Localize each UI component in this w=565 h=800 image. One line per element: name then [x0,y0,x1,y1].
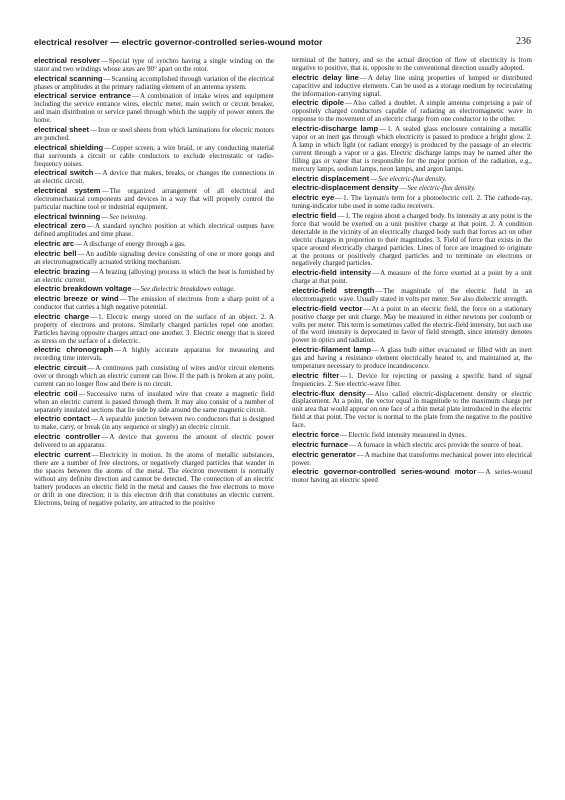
glossary-entry [34,92,274,125]
glossary-entry [292,269,532,286]
em-dash: — [340,371,348,380]
glossary-entry [292,305,532,346]
entry-definition: A discharge of energy through a gas. [83,240,186,249]
entry-definition: The organized arrangement of all electrical and electromechanical components and devices in a way that will properly control the particular machine tool or industrial equipment. [34,187,274,211]
entry-term: electrical resolver [34,57,100,65]
glossary-entry [292,125,532,174]
entry-definition: 1. Device for rejecting or passing a specific band of signal frequencies. 2. See electric-wave filter. [292,371,532,388]
entry-term: electrical shielding [34,142,104,152]
glossary-entry [292,346,532,371]
entry-definition: 1. The region about a charged body. Its intensity at any point is the force that would be exerted on a unit positive charge at that point. 2. A condition detectable in the vicinity of an electrically charged body such that forces act on other electric charges in proportion to their magnitudes. 3. Field of force that exists in the space around electrically charged particles. Lines of force are imagined to originate at the protons or positively charged particles and to terminate on electrons or negatively charged particles. [292,211,532,268]
entry-term: electric current [34,449,91,459]
entry-term: electric coil [34,388,78,398]
em-dash: — [132,92,140,101]
entry-definition: Copper screen, a wire braid, or any conducting material that surrounds a circuit or cable conductors to exclude electrostatic or radio-frequency noises. [34,143,274,168]
glossary-entry [292,287,532,304]
glossary-entry [34,364,274,389]
entry-term: electric furnace [292,439,349,449]
entry-term: electric-field vector [292,303,363,313]
em-dash: — [375,286,383,295]
entry-term: electrical scanning [34,73,103,83]
entry-definition: A separable junction between two conductors that is designed to make, carry, or break (in any sequence or singly) an electric circuit. [34,415,274,432]
em-dash: — [114,346,122,355]
em-dash: — [335,194,343,203]
em-dash: — [91,415,99,424]
entry-cross-reference: See electric-flux density. [378,174,447,183]
em-dash: — [77,249,85,258]
glossary-entry [34,433,274,450]
entry-term: electric chronograph [34,345,114,355]
glossary-entry [34,144,274,169]
header-title: electrical resolver — electric governor-controlled series-wound motor [34,37,323,47]
entry-term: electric breakdown voltage [34,284,132,294]
entry-term: electric-filament lamp [292,345,372,355]
entry-term: electrical switch [34,168,94,178]
em-dash: — [359,73,367,82]
entry-term: electric delay line [292,72,359,82]
glossary-entry [34,126,274,143]
entry-definition: 1. The layman's term for a photoelectric cell. 2. The cathode-ray, tuning-indicator tube used in some radio receivers. [292,194,532,210]
glossary-entry [34,57,274,74]
glossary-entry [292,390,532,431]
em-dash: — [100,57,108,65]
entry-definition: A delay line using properties of lumped or distributed capacitive and inductive elements. Can be used as a storage medium by recirculating the information-carrying signal. [292,73,532,98]
entry-term: electric breeze or wind [34,294,119,304]
entry-definition: A device that governs the amount of electric power delivered to an apparatus. [34,433,274,450]
glossary-entry [34,240,274,249]
entry-definition: Also called a doublet. A simple antenna comprising a pair of oppositely charged conductors capable of radiating an electromagnetic wave in response to the movement of an electric charge from one conductor to the other. [292,99,532,124]
entry-term: electric generator [292,449,356,459]
em-dash: — [399,184,407,193]
em-dash: — [370,174,378,183]
em-dash: — [372,346,380,355]
entry-term: electrical twinning [34,211,101,221]
entry-term: electric filter [292,370,340,380]
em-dash: — [86,222,94,231]
glossary-entry [34,250,274,267]
glossary-entry [34,346,274,363]
em-dash: — [340,431,348,440]
entry-term: electric charge [34,311,90,321]
glossary-entry [292,451,532,468]
entry-term: electric brazing [34,266,90,276]
entry-term: electric eye [292,193,335,203]
em-dash: — [345,99,353,108]
em-dash: — [87,364,95,373]
entry-cross-reference: See electric-flux density. [407,184,476,193]
entry-definition: A continuous path consisting of wires and/or circuit elements over or through which an electric current can flow. If the path is broken at any point, current can no longer flow and there is no circuit. [34,364,274,389]
entry-term: electric dipole [292,98,345,108]
glossary-entry [34,313,274,346]
glossary-entry [292,194,532,211]
entry-term: electrical zero [34,221,86,231]
entry-definition: The magnitude of the electric field in an electromagnetic wave. Usually stated in volts per meter. See also dielectric strength. [292,286,532,303]
em-dash: — [90,126,98,135]
em-dash: — [101,187,109,196]
glossary-entry [34,213,274,222]
em-dash: — [104,143,112,152]
entry-definition: A furnace in which electric arcs provide the source of heat. [357,440,523,449]
left-column [34,57,274,792]
em-dash: — [119,295,127,304]
em-dash: — [349,440,357,449]
entry-definition: Scanning accomplished through variation of the electrical phases or amplitudes at the primary radiating element of an antenna system. [34,74,274,91]
entry-definition: terminal of the battery, and so the actual direction of flow of electricity is from negative to positive, that is, opposite to the conventional direction usually adopted. [292,57,532,72]
entry-definition: A measure of the force exerted at a point by a unit charge at that point. [292,269,532,286]
entry-term: electric field [292,210,337,220]
page-number: 236 [516,36,531,47]
entry-definition: The emission of electrons from a sharp point of a conductor that carries a high negative potential. [34,295,274,312]
entry-definition: 1. A sealed glass enclosure containing a metallic vapor or an inert gas through which electricity is passed to produce a bright glow. 2. A lamp in which light (or radiant energy) is produced by the passage of an electric current through a vapor or a gas. Electric discharge lamps may be named after the filling gas or vapor that is responsible for the major portion of the radiation, e.g., mercury lamps, sodium lamps, neon lamps, and argon lamps. [292,125,532,173]
entry-definition: A series-wound motor having an electric speed [292,468,532,485]
entry-definition: Electric field intensity measured in dynes. [348,431,467,440]
em-dash: — [477,468,485,477]
entry-term: electric displacement [292,173,370,183]
glossary-entry [292,468,532,485]
em-dash: — [363,304,371,313]
em-dash: — [379,125,387,134]
glossary-entry [34,187,274,212]
entry-term: electric-field strength [292,285,375,295]
entry-definition: Also called electric-displacement density or electric displacement. At a point, the vector equal in magnitude to the maximum charge per unit area that would appear on one face of a thin metal plate introduced in the electric field at that point. The vector is normal to the plate from the negative to the positive face. [292,389,532,430]
glossary-entry [292,184,532,193]
glossary-entry [292,99,532,124]
em-dash: — [366,389,374,398]
entry-definition: Special type of synchro having a single winding on the stator and two windings whose axes are 90° apart on the rotor. [34,57,274,73]
entry-cross-reference: See dielectric breakdown voltage. [140,285,236,294]
glossary-entry [34,169,274,186]
em-dash: — [90,267,98,276]
running-header [34,37,531,51]
entry-term: electric circuit [34,363,87,373]
entry-term: electric bell [34,248,77,258]
entry-definition: A glass bulb either evacuated or filled with an inert gas and having a resistance element electrically heated to, and maintained at, the temperature necessary to produce incandescence. [292,346,532,371]
em-dash: — [78,389,86,398]
em-dash: — [356,450,364,459]
glossary-entry [292,175,532,184]
entry-term: electric-field intensity [292,268,372,278]
entry-definition: Electricity in motion. In the atoms of metallic substances, there are a number of free electrons, or negatively charged particles that wander in the spaces between the atoms of the metal. The electron movement is normally without any definite direction and cannot be detected. The connection of an electric battery produces an electric field in the metal and causes the free electrons to move or drift in one direction; it is this electron drift that constitutes an electric current. Electrons, being of negative polarity, are attracted to the positive [34,450,274,507]
glossary-entry [292,74,532,99]
entry-definition: An audible signaling device consisting of one or more gongs and an electromagnetically actuated striking mechanism. [34,249,274,266]
em-dash: — [372,269,380,278]
em-dash: — [103,74,111,83]
em-dash: — [94,169,102,178]
entry-cross-reference: See twinning. [109,212,147,221]
entry-definition: A combination of intake wires and equipment including the service entrance wires, electric meter, main switch or circuit breaker, and main distribution or service panel through which the supply of power enters the home. [34,92,274,125]
glossary-entry [292,431,532,440]
entry-definition: 1. Electric energy stored on the surface of an object. 2. A property of electrons and protons. Similarly charged particles repel one another. Particles having opposite charges attract one another. 3. Electric energy that is stored as stress on the surface of a dielectric. [34,312,274,345]
em-dash: — [101,212,109,221]
entry-term: electric force [292,430,340,440]
glossary-entry [34,75,274,92]
glossary-entry [34,451,274,508]
entry-definition: A machine that transforms mechanical power into electrical power. [292,450,532,467]
entry-definition: A device that makes, breaks, or changes the connections in an electric circuit. [34,169,274,186]
glossary-entry [292,441,532,450]
entry-term: electric controller [34,432,101,442]
entry-definition: At a point in an electric field, the force on a stationary positive charge per unit charge. May be measured in either newtons per coulomb or volts per meter. This term is sometimes called the electric-field intensity, but such use of the word intensity is deprecated in favor of field strength, since intensity denotes power in optics and radiation. [292,304,532,345]
glossary-entry [34,390,274,415]
entry-term: electric-displacement density [292,183,399,193]
glossary-entry [34,268,274,285]
glossary-entry [34,415,274,432]
entry-term: electric arc [34,239,75,249]
entry-definition: Successive turns of insulated wire that create a magnetic field when an electric current is passed through them. It may also consist of a number of separately insulated sections that lie side by side around the same magnetic circuit. [34,389,274,414]
glossary-entry [292,57,532,73]
entry-term: electric governor-controlled series-wound motor [292,467,477,477]
em-dash: — [101,433,109,442]
entry-definition: A standard synchro position at which electrical outputs have defined amplitudes and time phase. [34,222,274,239]
glossary-entry [34,285,274,294]
entry-term: electric contact [34,414,91,424]
entry-definition: A highly accurate apparatus for measuring and recording time intervals. [34,346,274,363]
entry-term: electrical system [34,186,101,196]
glossary-entry [292,372,532,389]
entry-term: electric-flux density [292,388,366,398]
glossary-entry [34,222,274,239]
em-dash: — [91,450,99,459]
entry-term: electrical service entrance [34,91,132,101]
em-dash: — [337,211,345,220]
entry-definition: A brazing (alloying) process in which the heat is furnished by an electric current. [34,267,274,284]
em-dash: — [75,240,83,249]
entry-term: electric-discharge lamp [292,124,379,134]
em-dash: — [132,285,140,294]
em-dash: — [90,312,98,321]
glossary-entry [292,212,532,269]
entry-term: electrical sheet [34,125,90,135]
right-column [292,57,532,792]
glossary-entry [34,295,274,312]
entry-definition: Iron or steel sheets from which laminations for electric motors are punched. [34,126,274,142]
